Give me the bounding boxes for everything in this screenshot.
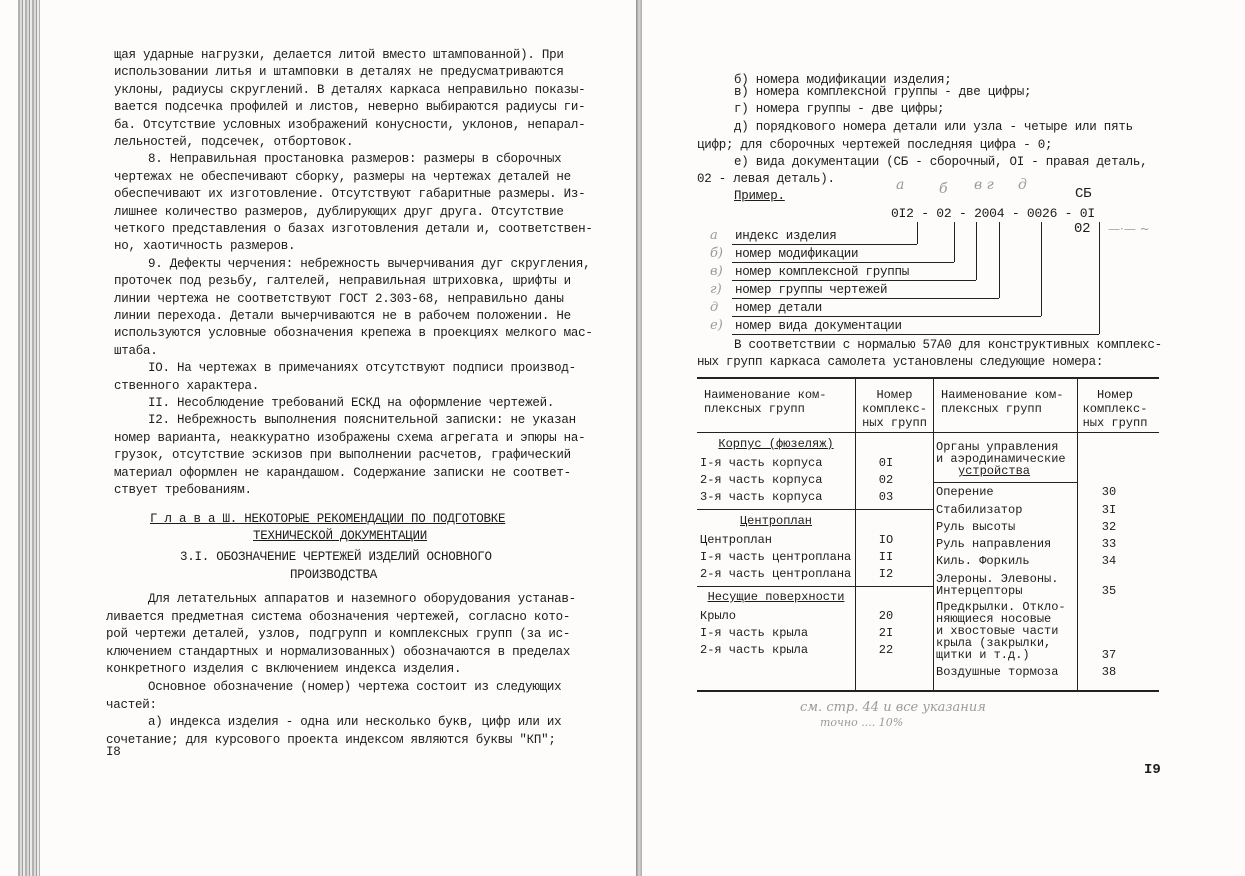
text-line: а) индекса изделия - одна или несколько букв, цифр или их xyxy=(148,715,562,730)
text-line: проточек под резьбу, галтелей, неправильная штриховка, шрифты и xyxy=(114,274,571,289)
table-row-name: I-я часть корпуса xyxy=(700,456,823,470)
text-line: щая ударные нагрузки, делается литой вместо штампованной). При xyxy=(114,48,564,62)
norm-line: В соответствии с нормалью 57А0 для конструктивных комплекс- xyxy=(734,338,1162,352)
table-row-number: 22 xyxy=(878,643,894,657)
table-row-number: 2I xyxy=(878,626,894,640)
list-line: цифр; для сборочных чертежей последняя цифра - 0; xyxy=(697,138,1053,152)
table-row-name: Руль высоты xyxy=(936,520,1016,534)
example-code: 0I2 - 02 - 2004 - 0026 - 0I xyxy=(891,206,1095,221)
table-row-number: 34 xyxy=(1101,554,1117,568)
hw-margin-letter: а xyxy=(710,228,718,243)
col-header-name-2: Наименование ком- плексных групп xyxy=(941,388,1064,416)
text-line: материал оформлен не карандашом. Содержание записки не соответ- xyxy=(114,465,571,480)
diagram-label: номер вида документации xyxy=(735,319,902,333)
text-line: номер варианта, неаккуратно изображены схема агрегата и эпюры на- xyxy=(114,430,586,445)
table-row-number: 20 xyxy=(878,609,894,623)
table-row-number: IO xyxy=(878,533,894,547)
text-line: ственного характера. xyxy=(114,378,260,393)
text-line: но, хаотичность размеров. xyxy=(114,239,296,254)
text-line: лишнее количество размеров, дублирующих друг друга. Отсутствие xyxy=(114,204,564,219)
col-header-name-1: Наименование ком- плексных групп xyxy=(704,388,827,416)
text-line: ба. Отсутствие условных изображений конусности, уклонов, непарал- xyxy=(114,117,586,132)
table-row-name: 2-я часть корпуса xyxy=(700,473,823,487)
hw-dash: —·— ~ xyxy=(1108,222,1150,236)
table-row-name: 2-я часть крыла xyxy=(700,643,809,657)
hw-mark-b: б xyxy=(939,181,948,197)
table-row-number: 02 xyxy=(878,473,894,487)
text-line: ливается предметная система обозначения чертежей, согласно кото- xyxy=(106,609,571,624)
diagram-label: номер модификации xyxy=(735,247,859,261)
diagram-leader-line xyxy=(732,244,917,245)
table-group-title: Несущие поверхности xyxy=(707,590,845,604)
hw-margin-letter: е) xyxy=(710,318,723,333)
list-line: г) номера группы - две цифры; xyxy=(734,102,945,116)
hw-mark-d: д xyxy=(1018,177,1027,193)
text-line: линии чертежа не соответствуют ГОСТ 2.303-68, неправильно даны xyxy=(114,291,564,306)
text-line: частей: xyxy=(106,697,157,712)
table-row-number: 03 xyxy=(878,490,894,504)
table-row-name: Киль. Форкиль xyxy=(936,554,1030,568)
table-row-name: и хвостовые части xyxy=(936,624,1059,638)
diagram-leader-line xyxy=(732,316,1041,317)
chapter-title-line: Г л а в а Ш. НЕКОТОРЫЕ РЕКОМЕНДАЦИИ ПО ПОДГОТОВКЕ xyxy=(150,512,506,526)
table-row-name: Интерцепторы xyxy=(936,584,1023,598)
diagram-leader-line xyxy=(732,280,976,281)
table-row-name: щитки и т.д.) xyxy=(936,648,1030,662)
text-line: вается подсечка профилей и листов, неверно выбираются радиусы ги- xyxy=(114,100,586,115)
text-line: IO. На чертежах в примечаниях отсутствуют подписи производ- xyxy=(148,361,576,376)
diagram-label: номер комплексной группы xyxy=(735,265,910,279)
table-row-name: I-я часть крыла xyxy=(700,626,809,640)
table-group-title: и аэродинамические xyxy=(936,452,1066,466)
table-row-name: I-я часть центроплана xyxy=(700,550,852,564)
diagram-label: индекс изделия xyxy=(735,229,837,243)
table-row-name: Руль направления xyxy=(936,537,1052,551)
table-row-number: I2 xyxy=(878,567,894,581)
text-line: грузок, отсутствие эскизов при выполнении расчетов, графический xyxy=(114,448,571,463)
diagram-label: номер группы чертежей xyxy=(735,283,888,297)
hw-mark-a: а xyxy=(896,177,905,193)
text-line: I2. Небрежность выполнения пояснительной записки: не указан xyxy=(148,413,576,428)
text-line: II. Несоблюдение требований ЕСКД на оформление чертежей. xyxy=(148,396,555,410)
table-group-title: устройства xyxy=(958,464,1031,478)
text-line: 9. Дефекты черчения: небрежность вычерчивания дуг скругления, xyxy=(148,256,591,271)
table-row-number: 37 xyxy=(1101,648,1117,662)
diagram-leader-line xyxy=(732,262,954,263)
left-binding-edge xyxy=(18,0,40,876)
hw-under-01: 02 xyxy=(1074,221,1091,237)
text-line: ключением стандартных и нормализованных) обозначаются в пределах xyxy=(106,644,571,659)
table-row-name: 3-я часть корпуса xyxy=(700,490,823,504)
text-line: лельностей, подсечек, отбортовок. xyxy=(114,135,354,149)
text-line: штаба. xyxy=(114,343,158,358)
text-line: обеспечивают их изготовление. Отсутствуют габаритные размеры. Из- xyxy=(114,187,586,202)
hw-note-2: точно .... 10% xyxy=(820,716,904,729)
hw-margin-letter: в) xyxy=(710,264,723,279)
left-page-number: I8 xyxy=(106,745,121,759)
col-header-num-2: Номер комплекс- ных групп xyxy=(1082,388,1148,430)
table-row-name: 2-я часть центроплана xyxy=(700,567,852,581)
list-line: д) порядкового номера детали или узла - четыре или пять xyxy=(734,120,1133,134)
table-row-name: Элероны. Элевоны. xyxy=(936,572,1059,586)
example-label: Пример. xyxy=(734,189,785,203)
list-line: б) номера модификации изделия; xyxy=(734,73,952,87)
hw-margin-letter: д xyxy=(710,300,719,315)
col-header-num-1: Номер комплекс- ных групп xyxy=(862,388,927,430)
table-row-number: 35 xyxy=(1101,584,1117,598)
text-line: использовании литья и штамповки в деталях не предусматриваются xyxy=(114,65,564,80)
text-line: четкого представления о базах изготовления детали и, соответствен- xyxy=(114,222,593,236)
table-row-name: Стабилизатор xyxy=(936,503,1023,517)
table-group-title: Корпус (фюзеляж) xyxy=(718,437,834,451)
hw-mark-vg: в г xyxy=(974,177,994,193)
diagram-leader-line xyxy=(732,298,999,299)
table-row-name: Крыло xyxy=(700,609,737,623)
chapter-title-line: ТЕХНИЧЕСКОЙ ДОКУМЕНТАЦИИ xyxy=(253,529,428,543)
norm-line: ных групп каркаса самолета установлены следующие номера: xyxy=(697,355,1104,369)
table-row-number: 30 xyxy=(1101,485,1117,499)
text-line: ствует требованиям. xyxy=(114,483,252,497)
text-line: конкретного изделия с включением индекса изделия. xyxy=(106,662,462,677)
table-row-number: 32 xyxy=(1101,520,1117,534)
diagram-leader-line xyxy=(732,334,1099,335)
text-line: Для летательных аппаратов и наземного оборудования устанав- xyxy=(148,592,576,606)
list-line: 02 - левая деталь). xyxy=(697,172,835,186)
table-row-name: няющиеся носовые xyxy=(936,612,1052,626)
hw-margin-letter: г) xyxy=(710,282,722,297)
table-row-name: Оперение xyxy=(936,485,994,499)
list-line: в) номера комплексной группы - две цифры; xyxy=(734,85,1032,99)
hw-margin-letter: б) xyxy=(710,246,724,261)
hw-mark-sb: СБ xyxy=(1075,186,1092,202)
table-group-title: Центроплан xyxy=(739,514,812,528)
text-line: уклоны, радиусы скруглений. В деталях каркаса неправильно показы- xyxy=(114,82,586,97)
text-line: рой чертежи деталей, узлов, подгрупп и комплексных групп (за ис- xyxy=(106,627,571,642)
hw-note-1: см. стр. 44 и все указания xyxy=(800,700,986,715)
table-row-number: 3I xyxy=(1101,503,1117,517)
table-row-name: Предкрылки. Откло- xyxy=(936,600,1066,614)
section-title-line: ПРОИЗВОДСТВА xyxy=(290,568,378,582)
table-row-number: 38 xyxy=(1101,665,1117,679)
table-group-title: Органы управления xyxy=(936,440,1059,454)
text-line: сочетание; для курсового проекта индексом являются буквы "КП"; xyxy=(106,732,556,747)
table-row-name: Воздушные тормоза xyxy=(936,665,1059,679)
text-line: используются условные обозначения крепежа в проекциях мелкого мас- xyxy=(114,326,593,341)
text-line: чертежах не обеспечивают сборку, размеры на чертежах деталей не xyxy=(114,169,571,184)
text-line: 8. Неправильная простановка размеров: размеры в сборочных xyxy=(148,152,562,167)
right-page-number: I9 xyxy=(1144,762,1161,778)
text-line: Основное обозначение (номер) чертежа состоит из следующих xyxy=(148,680,562,694)
table-row-name: Центроплан xyxy=(700,533,773,547)
list-line: е) вида документации (СБ - сборочный, OI - правая деталь, xyxy=(734,155,1148,169)
table-row-number: 33 xyxy=(1101,537,1117,551)
table-row-name: крыла (закрылки, xyxy=(936,636,1052,650)
section-title-line: 3.I. ОБОЗНАЧЕНИЕ ЧЕРТЕЖЕЙ ИЗДЕЛИЙ ОСНОВНОГО xyxy=(180,550,492,564)
table-row-number: II xyxy=(878,550,894,564)
diagram-label: номер детали xyxy=(735,301,823,315)
text-line: линии перехода. Детали вычерчиваются не в рабочем положении. Не xyxy=(114,309,571,323)
book-gutter xyxy=(636,0,642,876)
table-row-number: 0I xyxy=(878,456,894,470)
